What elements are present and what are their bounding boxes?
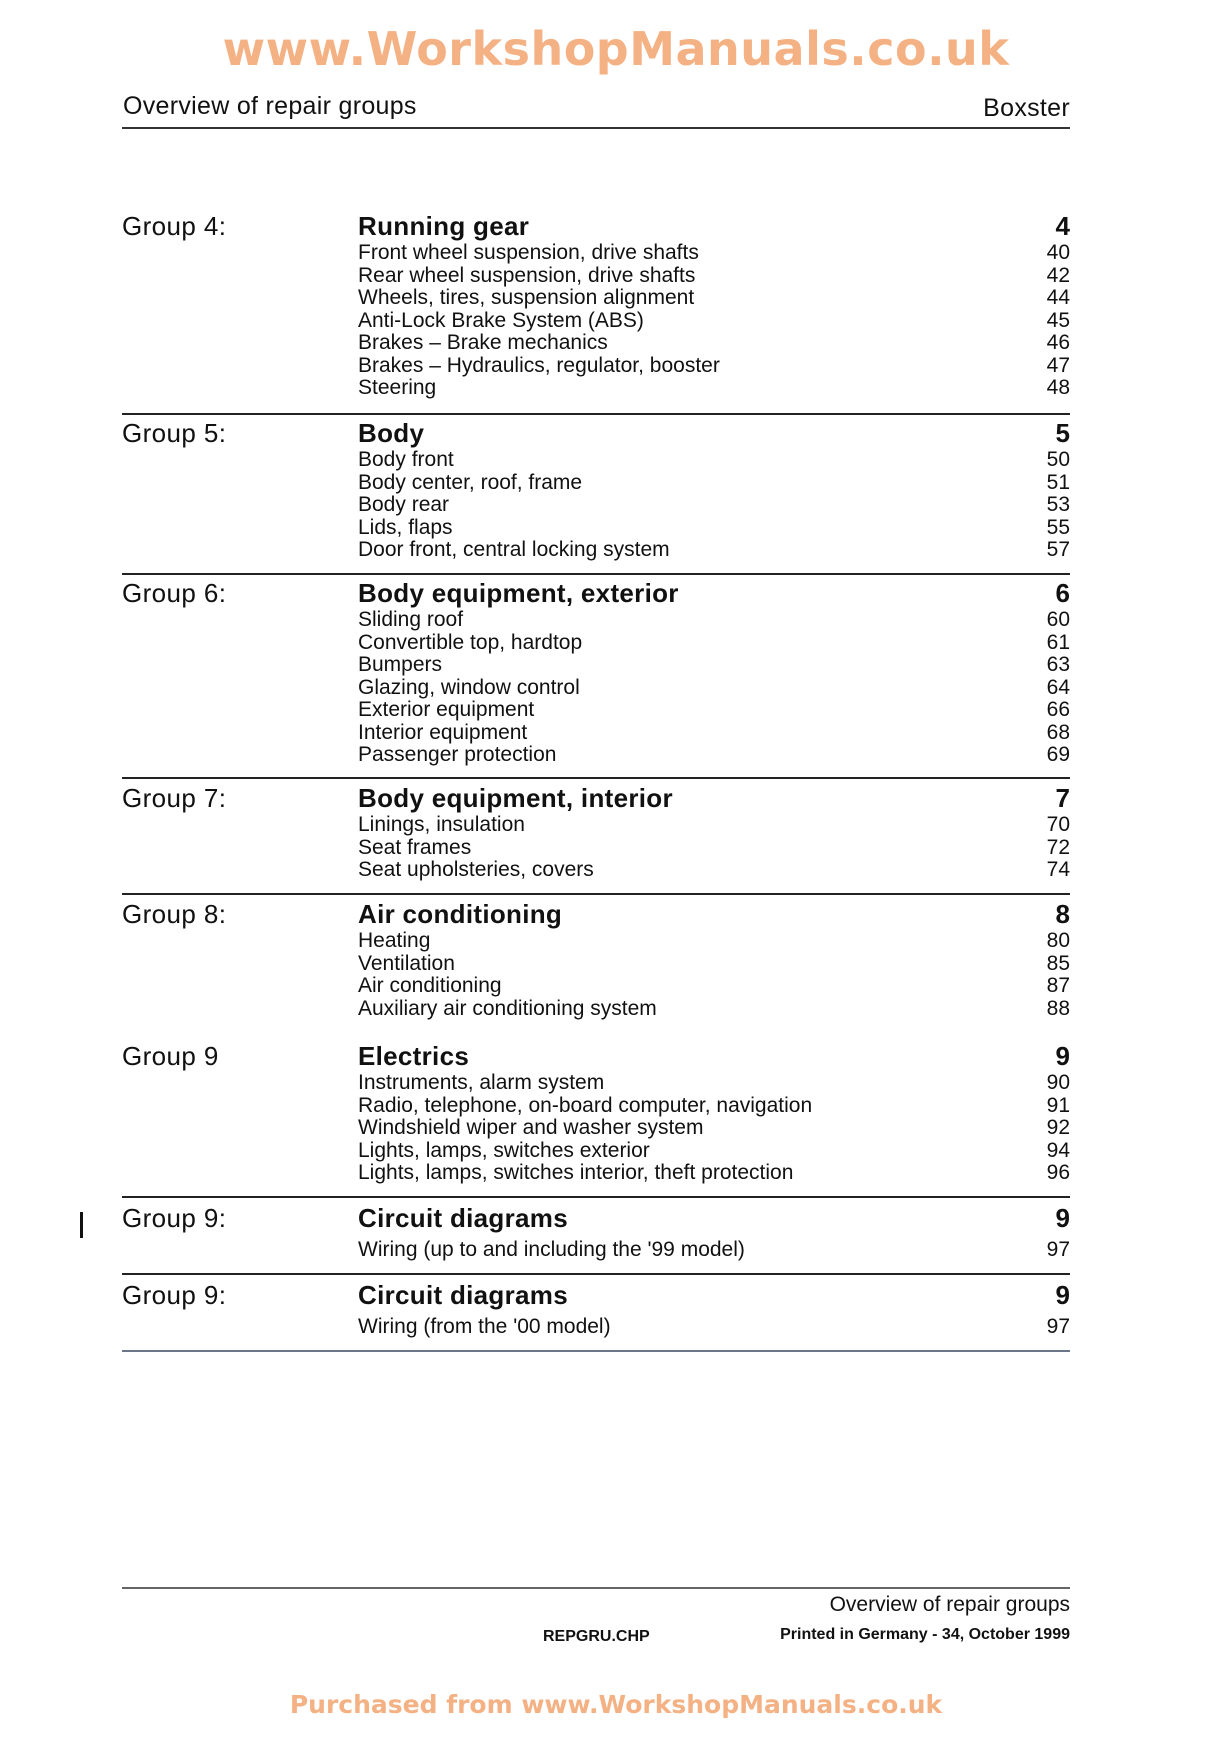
list-item: Auxiliary air conditioning system <box>358 996 657 1020</box>
list-item: Body rear <box>358 493 450 516</box>
list-item: Heating <box>358 929 431 952</box>
page-number: 74 <box>1046 858 1070 881</box>
page-number: 40 <box>1046 241 1070 264</box>
page-number: 57 <box>1046 538 1070 561</box>
section-divider <box>122 573 1070 575</box>
page-number: 80 <box>1046 929 1070 952</box>
list-item: Wheels, tires, suspension alignment <box>358 286 695 309</box>
group-label: Group 9: <box>122 1203 227 1233</box>
section-divider <box>122 893 1070 895</box>
list-item: Door front, central locking system <box>358 538 670 561</box>
section-divider <box>122 777 1070 779</box>
footer-filename: REPGRU.CHP <box>543 1628 650 1645</box>
group-number: 8 <box>1055 899 1070 929</box>
page-number: 60 <box>1046 608 1070 631</box>
list-item: Brakes – Hydraulics, regulator, booster <box>358 353 720 377</box>
page-number: 63 <box>1046 653 1070 676</box>
footer-print-info: Printed in Germany - 34, October 1999 <box>780 1626 1070 1643</box>
group-number: 9 <box>1055 1041 1070 1071</box>
page-number: 50 <box>1046 448 1070 471</box>
page-number: 61 <box>1046 630 1070 654</box>
group-number: 9 <box>1055 1280 1070 1310</box>
group-heading: Body <box>358 418 425 448</box>
list-item: Bumpers <box>358 653 443 676</box>
list-item: Seat upholsteries, covers <box>358 858 594 881</box>
list-item: Body front <box>358 448 454 471</box>
model-name: Boxster <box>983 94 1070 122</box>
list-item: Air conditioning <box>358 974 502 997</box>
page-number: 70 <box>1046 813 1070 836</box>
group-number: 4 <box>1055 211 1070 241</box>
page-number: 87 <box>1046 974 1070 997</box>
page-number: 48 <box>1046 376 1070 399</box>
group-label: Group 4: <box>122 211 227 241</box>
section-divider <box>122 1350 1070 1352</box>
page-number: 64 <box>1046 675 1070 699</box>
page-number: 94 <box>1046 1138 1070 1162</box>
group-label: Group 6: <box>122 578 227 608</box>
list-item: Wiring (from the '00 model) <box>358 1315 611 1338</box>
list-item: Convertible top, hardtop <box>358 630 583 654</box>
group-heading: Running gear <box>358 211 530 241</box>
page-number: 72 <box>1046 835 1070 859</box>
group-number: 6 <box>1055 578 1070 608</box>
list-item: Interior equipment <box>358 720 528 744</box>
page-number: 91 <box>1046 1093 1070 1117</box>
list-item: Seat frames <box>358 835 472 859</box>
list-item: Ventilation <box>358 951 455 975</box>
group-heading: Electrics <box>358 1041 470 1071</box>
list-item: Rear wheel suspension, drive shafts <box>358 263 696 287</box>
group-number: 5 <box>1055 418 1070 448</box>
page-number: 45 <box>1046 308 1070 332</box>
list-item: Passenger protection <box>358 743 557 766</box>
footer-rule <box>122 1587 1070 1589</box>
section-divider <box>122 413 1070 415</box>
page-number: 55 <box>1046 515 1070 539</box>
group-label: Group 9: <box>122 1280 227 1310</box>
page-number: 51 <box>1046 470 1070 494</box>
list-item: Radio, telephone, on-board computer, navigation <box>358 1093 813 1117</box>
section-divider <box>122 1196 1070 1198</box>
group-label: Group 5: <box>122 418 227 448</box>
page-number: 96 <box>1046 1161 1070 1184</box>
list-item: Anti-Lock Brake System (ABS) <box>358 308 644 332</box>
page-number: 42 <box>1046 263 1070 287</box>
group-label: Group 9 <box>122 1041 219 1071</box>
page-number: 88 <box>1046 996 1070 1020</box>
page-number: 44 <box>1046 286 1070 309</box>
list-item: Exterior equipment <box>358 698 535 721</box>
watermark-top: www.WorkshopManuals.co.uk <box>222 22 1010 76</box>
page-number: 85 <box>1046 951 1070 975</box>
list-item: Sliding roof <box>358 608 464 631</box>
group-label: Group 7: <box>122 783 227 813</box>
page-number: 90 <box>1046 1071 1070 1094</box>
group-label: Group 8: <box>122 899 227 929</box>
group-heading: Air conditioning <box>358 899 563 929</box>
page-number: 92 <box>1046 1116 1070 1139</box>
list-item: Lids, flaps <box>358 515 453 539</box>
page-title: Overview of repair groups <box>123 92 417 120</box>
list-item: Linings, insulation <box>358 813 525 836</box>
page-number: 97 <box>1046 1315 1070 1338</box>
list-item: Wiring (up to and including the '99 model) <box>358 1238 745 1261</box>
list-item: Windshield wiper and washer system <box>358 1116 704 1139</box>
page-number: 68 <box>1046 720 1070 744</box>
page-number: 53 <box>1046 493 1070 516</box>
list-item: Lights, lamps, switches interior, theft protection <box>358 1161 794 1184</box>
header-rule <box>122 127 1070 129</box>
list-item: Lights, lamps, switches exterior <box>358 1138 650 1162</box>
group-heading: Body equipment, exterior <box>358 578 679 608</box>
list-item: Brakes – Brake mechanics <box>358 331 608 354</box>
page-number: 47 <box>1046 353 1070 377</box>
list-item: Instruments, alarm system <box>358 1071 605 1094</box>
group-number: 7 <box>1055 783 1070 813</box>
list-item: Steering <box>358 376 437 399</box>
change-bar <box>80 1212 83 1238</box>
list-item: Body center, roof, frame <box>358 470 583 494</box>
page-number: 97 <box>1046 1238 1070 1261</box>
watermark-bottom: Purchased from www.WorkshopManuals.co.uk <box>289 1690 943 1719</box>
page-number: 66 <box>1046 698 1070 721</box>
list-item: Glazing, window control <box>358 675 580 699</box>
page-number: 46 <box>1046 331 1070 354</box>
group-heading: Body equipment, interior <box>358 783 673 813</box>
section-divider <box>122 1273 1070 1275</box>
footer-title: Overview of repair groups <box>829 1593 1070 1616</box>
list-item: Front wheel suspension, drive shafts <box>358 241 699 264</box>
group-heading: Circuit diagrams <box>358 1280 568 1310</box>
page-number: 69 <box>1046 743 1070 766</box>
group-number: 9 <box>1055 1203 1070 1233</box>
group-heading: Circuit diagrams <box>358 1203 568 1233</box>
